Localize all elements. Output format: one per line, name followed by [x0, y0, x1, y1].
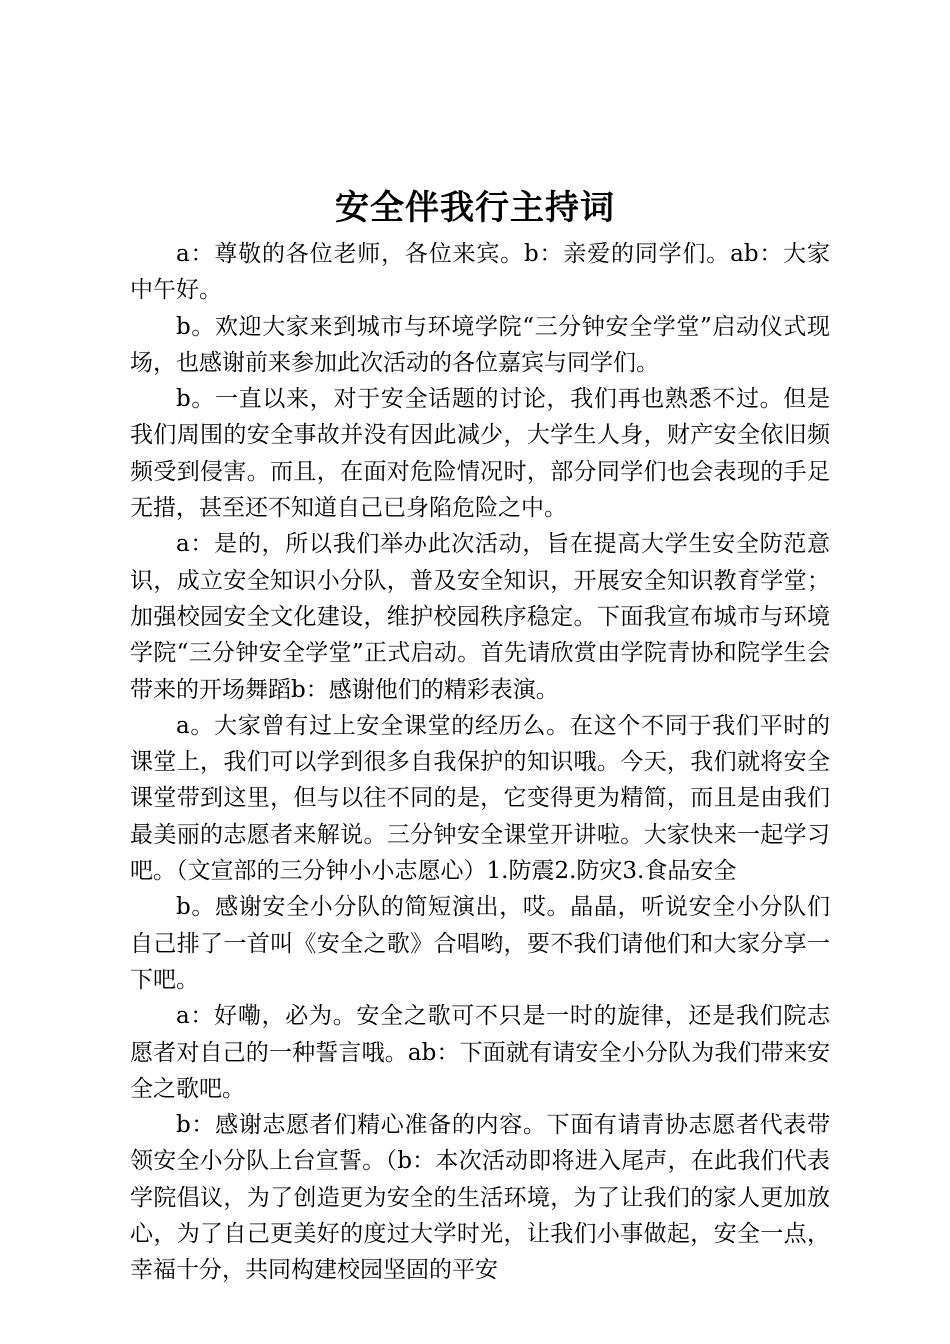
document-body	[130, 236, 830, 1289]
paragraph-3: b。一直以来，对于安全话题的讨论，我们再也熟悉不过。但是我们周围的安全事故并没有因此减少，大学生人身，财产安全依旧频频受到侵害。而且，在面对危险情况时，部分同学们也会表现的手足无措，甚至还不知道自己已身陷危险之中。	[130, 386, 830, 522]
paragraph-5: a。大家曾有过上安全课堂的经历么。在这个不同于我们平时的课堂上，我们可以学到很多自我保护的知识哦。今天，我们就将安全课堂带到这里，但与以往不同的是，它变得更为精简，而且是由我们最美丽的志愿者来解说。三分钟安全课堂开讲啦。大家快来一起学习吧。（文宣部的三分钟小小志愿心）1.防震2.防灾3.食品安全	[130, 712, 830, 885]
paragraph-6: b。感谢安全小分队的简短演出，哎。晶晶，听说安全小分队们自己排了一首叫《安全之歌》合唱哟，要不我们请他们和大家分享一下吧。	[130, 894, 830, 993]
paragraph-1: a：尊敬的各位老师，各位来宾。b：亲爱的同学们。ab：大家中午好。	[130, 241, 830, 304]
paragraph-7: a：好嘞，必为。安全之歌可不只是一时的旋律，还是我们院志愿者对自己的一种誓言哦。ab：下面就有请安全小分队为我们带来安全之歌吧。	[130, 1003, 830, 1102]
document-title: 安全伴我行主持词	[335, 188, 615, 228]
paragraph-4: a：是的，所以我们举办此次活动，旨在提高大学生安全防范意识，成立安全知识小分队，普及安全知识，开展安全知识教育学堂；加强校园安全文化建设，维护校园秩序稳定。下面我宣布城市与环境学院“三分钟安全学堂”正式启动。首先请欣赏由学院青协和院学生会带来的开场舞蹈b：感谢他们的精彩表演。	[130, 531, 830, 703]
paragraph-8: b：感谢志愿者们精心准备的内容。下面有请青协志愿者代表带领安全小分队上台宣誓。（b：本次活动即将进入尾声，在此我们代表学院倡议，为了创造更为安全的生活环境，为了让我们的家人更加放心，为了自己更美好的度过大学时光，让我们小事做起，安全一点，幸福十分，共同构建校园坚固的平安	[130, 1112, 830, 1284]
paragraph-2: b。欢迎大家来到城市与环境学院“三分钟安全学堂”启动仪式现场，也感谢前来参加此次活动的各位嘉宾与同学们。	[130, 313, 830, 376]
